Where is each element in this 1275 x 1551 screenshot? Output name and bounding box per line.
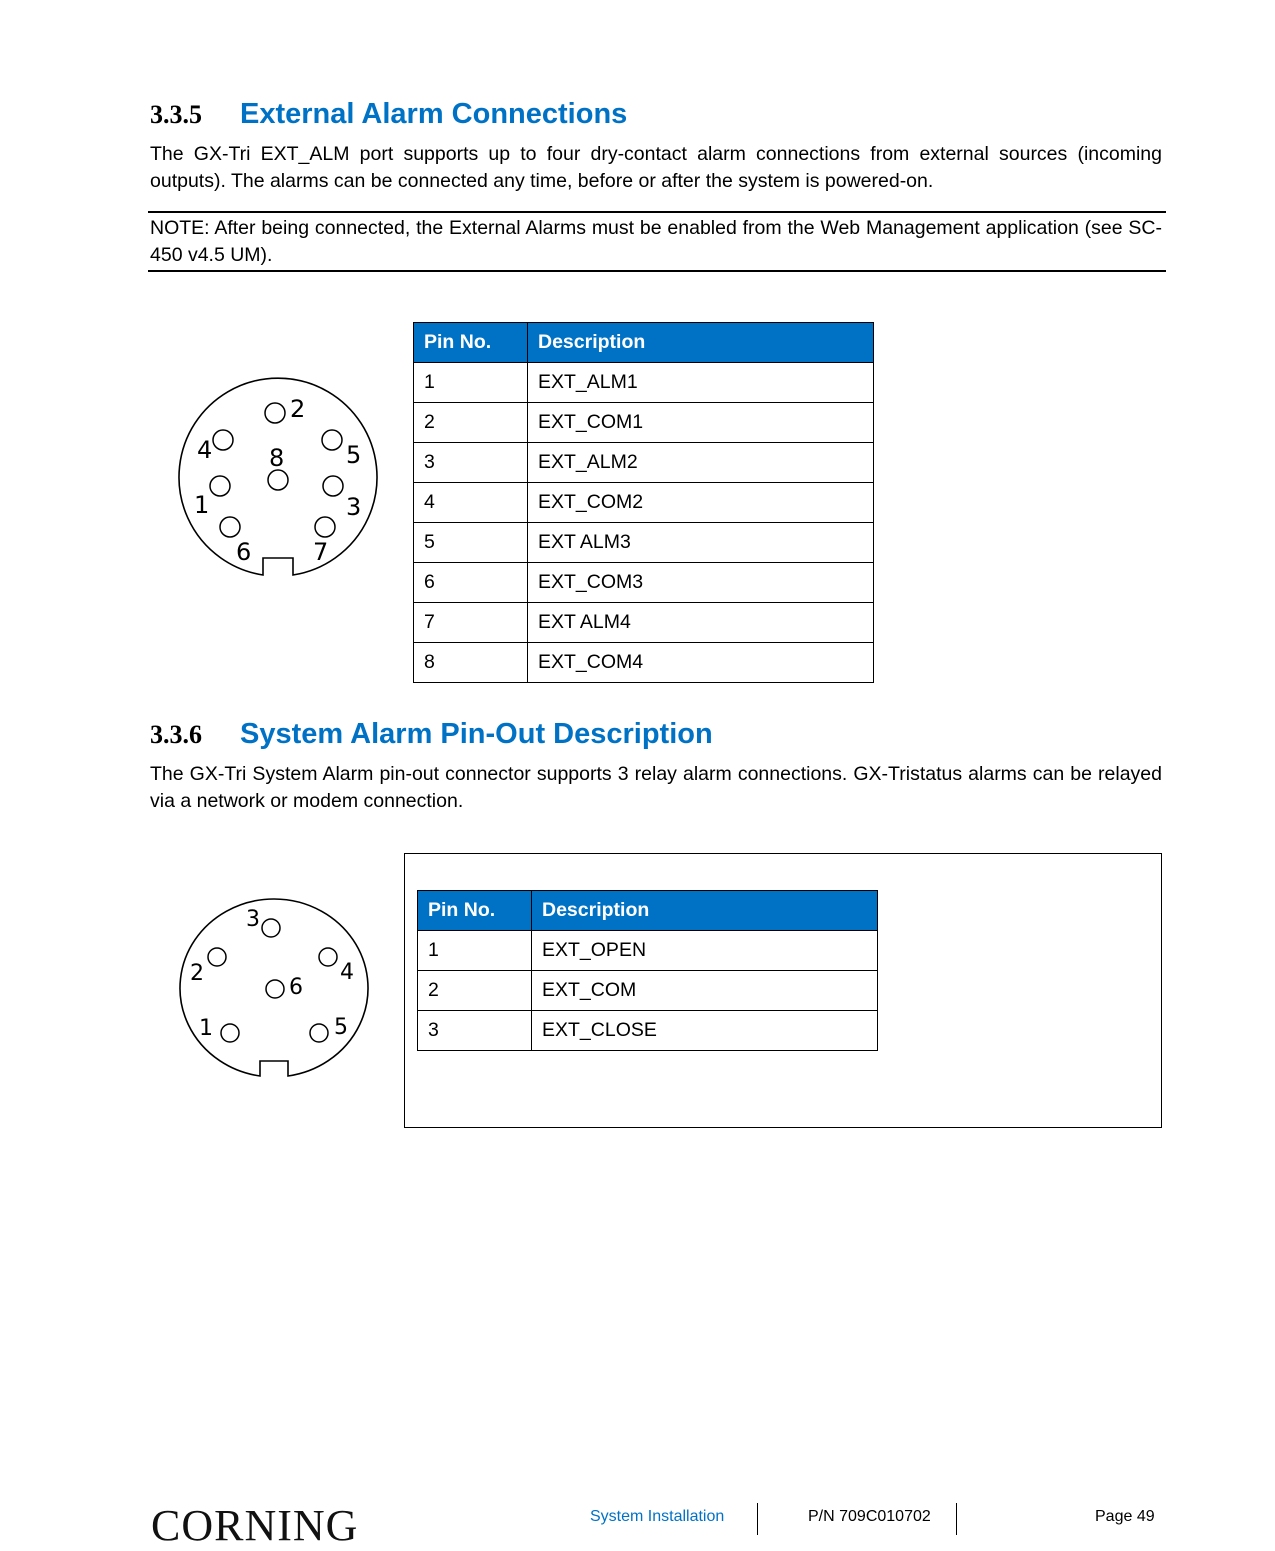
pin-1-circle bbox=[221, 1024, 239, 1042]
note-text: NOTE: After being connected, the External Alarms must be enabled from the Web Management application (see SC-450 v4.5 UM). bbox=[150, 217, 1162, 266]
pin-5-circle bbox=[322, 430, 342, 450]
pin-label-8: 8 bbox=[269, 444, 285, 472]
section-title: System Alarm Pin-Out Description bbox=[240, 718, 713, 750]
footer-section-name: System Installation bbox=[590, 1508, 725, 1525]
pin-cell: 8 bbox=[414, 643, 528, 683]
pin-4-circle bbox=[213, 430, 233, 450]
pin-cell: 2 bbox=[414, 403, 528, 443]
table-row bbox=[414, 563, 874, 603]
pin-3-circle bbox=[323, 476, 343, 496]
table-row bbox=[414, 403, 874, 443]
header-description: Description bbox=[528, 323, 874, 363]
table-row bbox=[414, 523, 874, 563]
pin-label-6: 6 bbox=[236, 538, 252, 566]
pin-cell: 3 bbox=[418, 1011, 532, 1051]
desc-cell: EXT ALM4 bbox=[528, 603, 874, 643]
pin-2-circle bbox=[208, 948, 226, 966]
pin-5-circle bbox=[310, 1024, 328, 1042]
table-row bbox=[414, 643, 874, 683]
system-alarm-pin-table bbox=[417, 890, 878, 1051]
desc-cell: EXT_COM3 bbox=[528, 563, 874, 603]
pin-6-circle bbox=[220, 517, 240, 537]
section-paragraph: The GX-Tri System Alarm pin-out connector supports 3 relay alarm connections. GX-Tristatus alarms can be relayed via a network or modem connection. bbox=[150, 763, 1162, 812]
footer-part-number: P/N 709C010702 bbox=[808, 1508, 931, 1525]
pin-label-6: 6 bbox=[289, 975, 303, 1000]
pin-7-circle bbox=[315, 517, 335, 537]
desc-cell: EXT_COM2 bbox=[528, 483, 874, 523]
pin-label-4: 4 bbox=[340, 960, 354, 985]
table-row bbox=[414, 603, 874, 643]
pin-cell: 4 bbox=[414, 483, 528, 523]
pin-cell: 3 bbox=[414, 443, 528, 483]
desc-cell: EXT_COM4 bbox=[528, 643, 874, 683]
section-title: External Alarm Connections bbox=[240, 98, 628, 130]
header-description: Description bbox=[532, 891, 878, 931]
pin-label-3: 3 bbox=[246, 907, 260, 932]
desc-cell: EXT_CLOSE bbox=[532, 1011, 878, 1051]
desc-cell: EXT_ALM1 bbox=[528, 363, 874, 403]
desc-cell: EXT_COM bbox=[532, 971, 878, 1011]
header-pin-no: Pin No. bbox=[418, 891, 532, 931]
footer-divider bbox=[956, 1503, 957, 1535]
pin-label-3: 3 bbox=[346, 493, 362, 521]
pin-label-2: 2 bbox=[190, 961, 204, 986]
pin-6-circle bbox=[266, 980, 284, 998]
pin-8-circle bbox=[268, 470, 288, 490]
pin-label-2: 2 bbox=[290, 395, 306, 423]
footer-page-number: Page 49 bbox=[1095, 1508, 1155, 1525]
footer-divider bbox=[757, 1503, 758, 1535]
pin-cell: 7 bbox=[414, 603, 528, 643]
table-header-row bbox=[418, 891, 878, 931]
pin-4-circle bbox=[319, 948, 337, 966]
corning-logo: CORNING bbox=[151, 1501, 359, 1550]
pin-2-circle bbox=[265, 403, 285, 423]
table-row bbox=[418, 1011, 878, 1051]
system-alarm-connector-diagram bbox=[175, 893, 375, 1083]
table-row bbox=[414, 363, 874, 403]
pin-label-1: 1 bbox=[199, 1016, 213, 1041]
table-row bbox=[418, 931, 878, 971]
section-number: 3.3.6 bbox=[150, 720, 202, 749]
desc-cell: EXT_ALM2 bbox=[528, 443, 874, 483]
desc-cell: EXT_OPEN bbox=[532, 931, 878, 971]
pin-1-circle bbox=[210, 476, 230, 496]
table-row bbox=[414, 483, 874, 523]
connector-outline bbox=[180, 899, 368, 1076]
pin-label-5: 5 bbox=[346, 441, 362, 469]
pin-label-4: 4 bbox=[197, 436, 213, 464]
pin-cell: 5 bbox=[414, 523, 528, 563]
pin-cell: 1 bbox=[418, 931, 532, 971]
section-number: 3.3.5 bbox=[150, 100, 202, 129]
note-bottom-rule bbox=[148, 270, 1166, 272]
ext-alarm-connector-diagram bbox=[170, 375, 390, 585]
connector-outline bbox=[179, 378, 377, 575]
pin-cell: 2 bbox=[418, 971, 532, 1011]
header-pin-no: Pin No. bbox=[414, 323, 528, 363]
pin-label-5: 5 bbox=[334, 1015, 348, 1040]
section-paragraph: The GX-Tri EXT_ALM port supports up to four dry-contact alarm connections from external sources (incoming outputs). The alarms can be connected any time, before or after the system is powered-on. bbox=[150, 143, 1162, 192]
desc-cell: EXT_COM1 bbox=[528, 403, 874, 443]
pin-cell: 6 bbox=[414, 563, 528, 603]
pin-label-1: 1 bbox=[194, 491, 210, 519]
pin-cell: 1 bbox=[414, 363, 528, 403]
ext-alarm-pin-table bbox=[413, 322, 874, 683]
desc-cell: EXT ALM3 bbox=[528, 523, 874, 563]
pin-label-7: 7 bbox=[313, 538, 329, 566]
table-row bbox=[418, 971, 878, 1011]
table-row bbox=[414, 443, 874, 483]
pin-3-circle bbox=[262, 919, 280, 937]
note-top-rule bbox=[148, 211, 1166, 213]
table-header-row bbox=[414, 323, 874, 363]
